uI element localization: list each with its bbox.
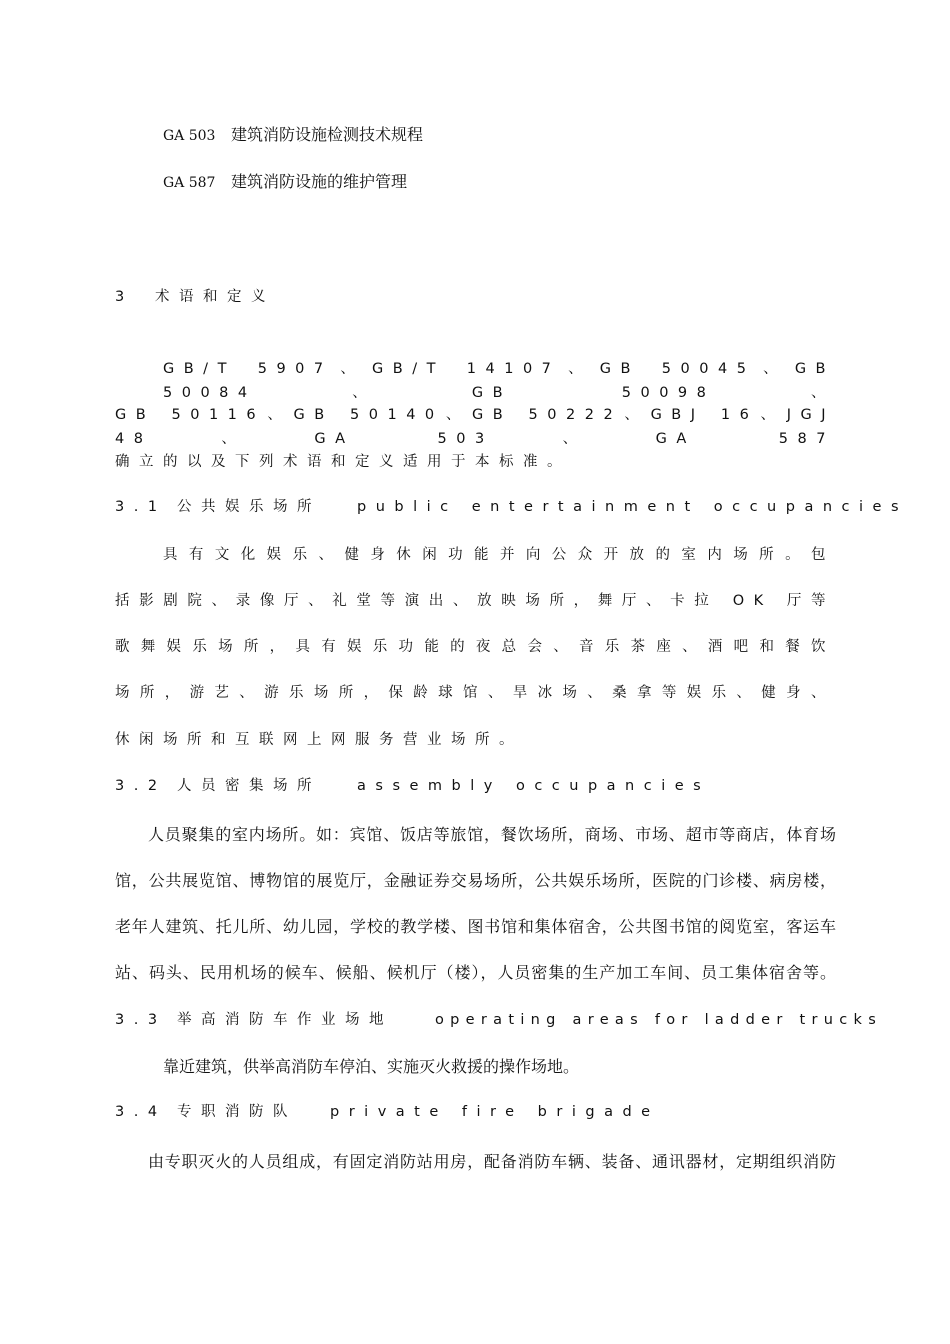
intro-line: 确立的以及下列术语和定义适用于本标准。 [115, 454, 571, 470]
term-number: 3.1 [115, 499, 167, 515]
term-title-zh: 举高消防车作业场地 [177, 1012, 393, 1028]
term-body-line: 老年人建筑、托儿所、幼儿园，学校的教学楼、图书馆和集体宿舍，公共图书馆的阅览室，客运车 [115, 917, 836, 936]
term-title-en: public entertainment occupancies [357, 499, 908, 515]
term-number: 3.2 [115, 778, 167, 794]
reference-title: 建筑消防设施检测技术规程 [231, 125, 424, 144]
term-title-en: assembly occupancies [357, 778, 711, 794]
reference-code: GA 503 [163, 128, 216, 144]
intro-line: GB 50116、GB 50140、GB 50222、GBJ 16、JGJ 48、GA 503、GA 587 [115, 407, 835, 447]
term-number: 3.4 [115, 1104, 167, 1120]
term-body-line: 靠近建筑，供举高消防车停泊、实施灭火救援的操作场地。 [163, 1057, 580, 1076]
section-title: 术语和定义 [155, 289, 275, 305]
term-body-line: 人员聚集的室内场所。如：宾馆、饭店等旅馆，餐饮场所，商场、市场、超市等商店，体育场 [148, 825, 836, 844]
term-heading [115, 1100, 660, 1124]
section-number: 3 [115, 289, 134, 305]
term-body-line: 由专职灭火的人员组成，有固定消防站用房，配备消防车辆、装备、通讯器材，定期组织消防 [148, 1152, 836, 1171]
reference-line [163, 123, 423, 148]
term-body-line: 站、码头、民用机场的候车、候船、候机厅（楼），人员密集的生产加工车间、员工集体宿舍等。 [115, 963, 836, 982]
term-body-line: 具有文化娱乐、健身休闲功能并向公众开放的室内场所。包 [163, 547, 835, 563]
reference-line [163, 170, 407, 195]
term-body-line: 场所，游艺、游乐场所，保龄球馆、旱冰场、桑拿等娱乐、健身、 [115, 685, 835, 701]
section-heading [115, 285, 275, 309]
reference-code: GA 587 [163, 175, 216, 191]
term-heading [115, 774, 710, 798]
term-number: 3.3 [115, 1012, 167, 1028]
term-title-zh: 公共娱乐场所 [177, 499, 321, 515]
term-title-en: private fire brigade [330, 1104, 660, 1120]
term-body-line: 馆，公共展览馆、博物馆的展览厅，金融证券交易场所，公共娱乐场所，医院的门诊楼、病房楼， [115, 871, 836, 890]
term-heading [115, 1008, 882, 1032]
term-title-en: operating areas for ladder trucks [435, 1012, 883, 1028]
reference-title: 建筑消防设施的维护管理 [231, 172, 408, 191]
term-heading [115, 495, 908, 519]
term-body-line: 休闲场所和互联网上网服务营业场所。 [115, 732, 523, 748]
term-title-zh: 专职消防队 [177, 1104, 297, 1120]
term-title-zh: 人员密集场所 [177, 778, 321, 794]
term-body-line: 括影剧院、录像厅、礼堂等演出、放映场所，舞厅、卡拉 OK 厅等 [115, 593, 835, 609]
term-body-line: 歌舞娱乐场所，具有娱乐功能的夜总会、音乐茶座、酒吧和餐饮 [115, 639, 835, 655]
intro-line: GB/T 5907、GB/T 14107、GB 50045、GB 50084、GB 50098、 [163, 361, 835, 401]
